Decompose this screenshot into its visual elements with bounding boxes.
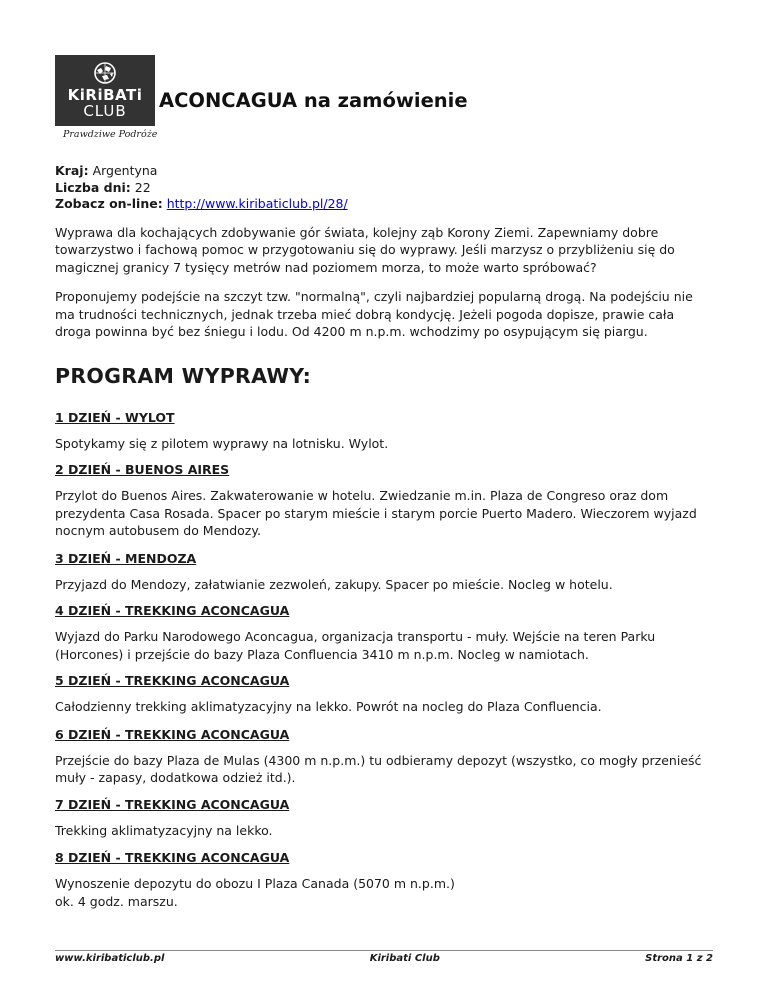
footer-company: Kiribati Club: [369, 953, 440, 964]
day-section: [55, 409, 713, 453]
meta-days: Liczba dni: 22: [55, 179, 151, 195]
intro-paragraph: Proponujemy podejście na szczyt tzw. "normalną", czyli najbardziej popularną drogą. Na podejściu nie ma trudności technicznych, jednak trzeba mieć dobrą kondycję. Jeżeli pogoda dopisze, prawie cała droga powinna być bez śniegu i lodu. Od 4200 m n.p.m. wchodzimy po osypującym się piargu.: [55, 289, 693, 339]
logo-name: KiRiBATi: [67, 86, 143, 104]
document-header: [55, 55, 713, 155]
day-text: Przejście do bazy Plaza de Mulas (4300 m n.p.m.) tu odbieramy depozyt (wszystko, co mogły przenieść muły - zapasy, dodatkowa odzież itd.).: [55, 752, 702, 785]
day-section: [55, 550, 713, 594]
footer-page-number: Strona 1 z 2: [645, 953, 713, 964]
day-title: 5 DZIEŃ - TREKKING ACONCAGUA: [55, 673, 290, 688]
day-text: Wyjazd do Parku Narodowego Aconcagua, organizacja transportu - muły. Wejście na teren Parku (Horcones) i przejście do bazy Plaza Confluencia 3410 m n.p.m. Nocleg w namiotach.: [55, 629, 656, 662]
page-footer: [55, 950, 713, 964]
program-heading: PROGRAM WYPRAWY:: [55, 363, 312, 388]
page-title: ACONCAGUA na zamówienie: [159, 89, 468, 112]
day-title: 2 DZIEŃ - BUENOS AIRES: [55, 462, 230, 477]
day-section: [55, 726, 713, 787]
day-title: 7 DZIEŃ - TREKKING ACONCAGUA: [55, 796, 290, 812]
day-text: Spotykamy się z pilotem wyprawy na lotnisku. Wylot.: [55, 435, 389, 451]
footer-website: www.kiribaticlub.pl: [55, 953, 165, 964]
meta-online: Zobacz on-line: http://www.kiribaticlub.pl/28/: [55, 196, 348, 211]
day-section: [55, 796, 713, 840]
online-link[interactable]: http://www.kiribaticlub.pl/28/: [166, 196, 348, 211]
document-page: [55, 55, 713, 910]
day-section: [55, 849, 713, 910]
day-title: 6 DZIEŃ - TREKKING ACONCAGUA: [55, 726, 290, 742]
logo-tagline: Prawdziwe Podróże: [63, 129, 158, 140]
day-title: 1 DZIEŃ - WYLOT: [55, 409, 175, 425]
day-title: 4 DZIEŃ - TREKKING ACONCAGUA: [55, 603, 290, 618]
meta-country: Kraj: Argentyna: [55, 163, 158, 178]
day-text: Całodzienny trekking aklimatyzacyjny na lekko. Powrót na nocleg do Plaza Confluencia.: [55, 699, 602, 714]
day-title: 3 DZIEŃ - MENDOZA: [55, 550, 197, 566]
day-text: Wynoszenie depozytu do obozu I Plaza Canada (5070 m n.p.m.) ok. 4 godz. marszu.: [55, 876, 455, 909]
day-section: [55, 461, 713, 540]
trip-meta: [55, 163, 713, 213]
logo-box: [55, 55, 155, 126]
globe-emblem-icon: [91, 61, 119, 85]
day-section: [55, 602, 713, 663]
day-text: Przylot do Buenos Aires. Zakwaterowanie w hotelu. Zwiedzanie m.in. Plaza de Congreso oraz dom prezydenta Casa Rosada. Spacer po starym mieście i starym porcie Puerto Madero. Wieczorem wyjazd nocnym autobusem do Mendozy.: [55, 488, 697, 538]
day-section: [55, 672, 713, 716]
logo-club: CLUB: [83, 102, 127, 120]
day-text: Trekking aklimatyzacyjny na lekko.: [55, 822, 273, 838]
day-text: Przyjazd do Mendozy, załatwianie zezwoleń, zakupy. Spacer po mieście. Nocleg w hotelu.: [55, 576, 613, 592]
day-title: 8 DZIEŃ - TREKKING ACONCAGUA: [55, 850, 290, 865]
intro-paragraph: Wyprawa dla kochających zdobywanie gór świata, kolejny ząb Korony Ziemi. Zapewniamy dobre towarzystwo i fachową pomoc w przygotowaniu się do wyprawy. Jeśli marzysz o przybliżeniu się do magicznej granicy 7 tysięcy metrów nad poziomem morza, to może warto spróbować?: [55, 224, 675, 275]
kiribati-club-logo: [55, 55, 158, 140]
